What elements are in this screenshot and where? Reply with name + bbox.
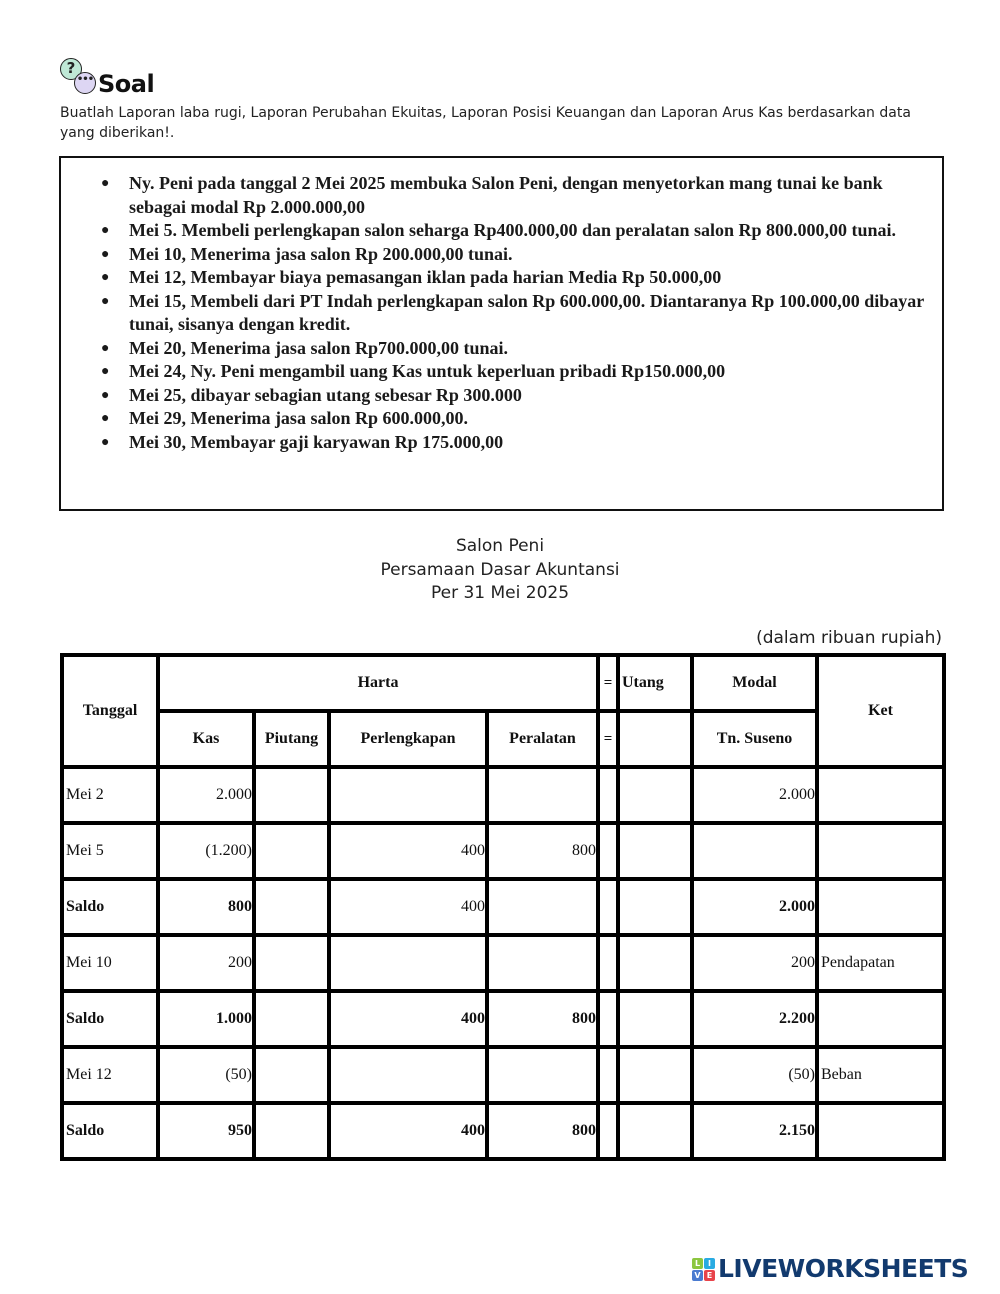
transaction-list: [97, 172, 927, 454]
cell-piutang: [254, 1047, 329, 1103]
transaction-item: [97, 384, 927, 408]
cell-peralatan: [487, 935, 598, 991]
cell-kas: 1.000: [158, 991, 254, 1047]
header-modal: Modal: [692, 655, 817, 711]
report-title: Persamaan Dasar Akuntansi: [380, 559, 620, 580]
transaction-text: Mei 24, Ny. Peni mengambil uang Kas untuk keperluan pribadi Rp150.000,00: [129, 361, 726, 381]
cell-tanggal: Saldo: [62, 879, 158, 935]
cell-piutang: [254, 879, 329, 935]
cell-ket: [817, 823, 944, 879]
transaction-item: [97, 219, 927, 243]
transaction-item: [97, 290, 927, 337]
cell-equals: [598, 935, 618, 991]
header-utang-sub: [618, 711, 692, 767]
report-heading: [0, 535, 1000, 606]
cell-piutang: [254, 823, 329, 879]
header-peralatan: Peralatan: [487, 711, 598, 767]
table-body: [62, 767, 944, 1159]
transaction-item: [97, 172, 927, 219]
cell-peralatan: 800: [487, 1103, 598, 1159]
logo-letter-tile: E: [704, 1270, 715, 1281]
cell-kas: 950: [158, 1103, 254, 1159]
transaction-text: Mei 25, dibayar sebagian utang sebesar Rp 300.000: [129, 384, 522, 405]
cell-kas: 800: [158, 879, 254, 935]
cell-utang: [618, 1047, 692, 1103]
cell-perlengkapan: 400: [329, 879, 487, 935]
transaction-item: [97, 337, 927, 361]
cell-modal: 2.000: [692, 767, 817, 823]
cell-tanggal: Mei 2: [62, 767, 158, 823]
cell-kas: (50): [158, 1047, 254, 1103]
transaction-row: [62, 935, 944, 991]
bullet-icon: ●: [101, 387, 110, 403]
header-tn-suseno: Tn. Suseno: [692, 711, 817, 767]
cell-equals: [598, 767, 618, 823]
cell-peralatan: [487, 767, 598, 823]
cell-utang: [618, 991, 692, 1047]
bullet-icon: ●: [101, 176, 110, 191]
cell-tanggal: Mei 5: [62, 823, 158, 879]
bullet-icon: ●: [101, 270, 110, 285]
cell-modal: (50): [692, 1047, 817, 1103]
cell-equals: [598, 991, 618, 1047]
cell-modal: [692, 823, 817, 879]
transaction-row: [62, 767, 944, 823]
cell-ket: Pendapatan: [817, 935, 944, 991]
cell-tanggal: Mei 12: [62, 1047, 158, 1103]
cell-modal: 2.000: [692, 879, 817, 935]
liveworksheets-logo: [692, 1256, 968, 1282]
cell-perlengkapan: [329, 767, 487, 823]
transaction-item: [97, 360, 927, 384]
cell-equals: [598, 879, 618, 935]
live-grid-icon: [692, 1258, 715, 1281]
cell-tanggal: Saldo: [62, 991, 158, 1047]
cell-ket: [817, 879, 944, 935]
cell-perlengkapan: [329, 1047, 487, 1103]
cell-utang: [618, 823, 692, 879]
cell-ket: [817, 991, 944, 1047]
cell-piutang: [254, 767, 329, 823]
cell-equals: [598, 1047, 618, 1103]
transaction-item: [97, 431, 927, 455]
saldo-row: [62, 1103, 944, 1159]
header-ket: Ket: [817, 655, 944, 767]
company-name: Salon Peni: [455, 536, 545, 556]
cell-tanggal: Saldo: [62, 1103, 158, 1159]
cell-modal: 200: [692, 935, 817, 991]
saldo-row: [62, 991, 944, 1047]
transaction-item: [97, 243, 927, 267]
cell-kas: 2.000: [158, 767, 254, 823]
logo-letter-tile: I: [704, 1258, 715, 1269]
question-bubble-icon: ?: [60, 58, 82, 80]
cell-modal: 2.150: [692, 1103, 817, 1159]
cell-ket: [817, 1103, 944, 1159]
transaction-text: Mei 20, Menerima jasa salon Rp700.000,00 tunai.: [129, 337, 508, 358]
transaction-text: Mei 29, Menerima jasa salon Rp 600.000,00.: [129, 408, 468, 428]
transaction-row: [62, 823, 944, 879]
transaction-text: Mei 30, Membayar gaji karyawan Rp 175.000,00: [129, 431, 504, 452]
transaction-text: Mei 15, Membeli dari PT Indah perlengkapan salon Rp 600.000,00. Diantaranya Rp 100.000,00 dibayar tunai, sisanya dengan kredit.: [129, 290, 924, 334]
instruction-text: Buatlah Laporan laba rugi, Laporan Perubahan Ekuitas, Laporan Posisi Keuangan dan Laporan Arus Kas berdasarkan data yang diberikan!.: [60, 105, 911, 141]
transaction-item: [97, 407, 927, 431]
header-tanggal: Tanggal: [62, 655, 158, 767]
cell-kas: (1.200): [158, 823, 254, 879]
header-piutang: Piutang: [254, 711, 329, 767]
transaction-text: Mei 12, Membayar biaya pemasangan iklan pada harian Media Rp 50.000,00: [129, 267, 722, 287]
dots-bubble-icon: •••: [74, 72, 96, 94]
bullet-icon: ●: [101, 293, 110, 309]
cell-perlengkapan: 400: [329, 823, 487, 879]
transaction-item: [97, 266, 927, 290]
question-chat-bubbles-icon: [58, 58, 98, 98]
report-period: Per 31 Mei 2025: [430, 583, 570, 603]
saldo-row: [62, 879, 944, 935]
transaction-text: Ny. Peni pada tanggal 2 Mei 2025 membuka Salon Peni, dengan menyetorkan mang tunai ke bank sebagai modal Rp 2.000.000,00: [129, 173, 883, 217]
cell-perlengkapan: [329, 935, 487, 991]
transaction-text: Mei 10, Menerima jasa salon Rp 200.000,00 tunai.: [129, 243, 513, 264]
cell-equals: [598, 823, 618, 879]
problem-box: [59, 156, 944, 511]
bullet-icon: ●: [101, 223, 110, 238]
cell-perlengkapan: 400: [329, 1103, 487, 1159]
bullet-icon: ●: [101, 434, 110, 450]
unit-note: (dalam ribuan rupiah): [756, 628, 942, 648]
cell-peralatan: [487, 1047, 598, 1103]
bullet-icon: ●: [101, 246, 110, 262]
cell-piutang: [254, 935, 329, 991]
cell-kas: 200: [158, 935, 254, 991]
cell-ket: Beban: [817, 1047, 944, 1103]
cell-modal: 2.200: [692, 991, 817, 1047]
cell-equals: [598, 1103, 618, 1159]
transaction-text: Mei 5. Membeli perlengkapan salon seharga Rp400.000,00 dan peralatan salon Rp 800.000,00 tunai.: [129, 220, 897, 240]
header-harta: Harta: [158, 655, 598, 711]
section-header: [58, 58, 154, 98]
logo-text: LIVEWORKSHEETS: [718, 1254, 969, 1283]
header-perlengkapan: Perlengkapan: [329, 711, 487, 767]
cell-ket: [817, 767, 944, 823]
bullet-icon: ●: [101, 411, 110, 426]
header-equals: =: [598, 655, 618, 711]
header-equals-2: =: [598, 711, 618, 767]
cell-piutang: [254, 1103, 329, 1159]
cell-peralatan: 800: [487, 823, 598, 879]
bullet-icon: ●: [101, 364, 110, 379]
cell-utang: [618, 1103, 692, 1159]
accounting-equation-table: [60, 653, 946, 1161]
cell-peralatan: 800: [487, 991, 598, 1047]
cell-peralatan: [487, 879, 598, 935]
cell-tanggal: Mei 10: [62, 935, 158, 991]
cell-perlengkapan: 400: [329, 991, 487, 1047]
cell-piutang: [254, 991, 329, 1047]
cell-utang: [618, 767, 692, 823]
header-utang: Utang: [618, 655, 692, 711]
logo-letter-tile: V: [692, 1270, 703, 1281]
cell-utang: [618, 879, 692, 935]
bullet-icon: ●: [101, 340, 110, 356]
logo-letter-tile: L: [692, 1258, 703, 1269]
header-kas: Kas: [158, 711, 254, 767]
cell-utang: [618, 935, 692, 991]
section-title: Soal: [98, 70, 155, 98]
transaction-row: [62, 1047, 944, 1103]
